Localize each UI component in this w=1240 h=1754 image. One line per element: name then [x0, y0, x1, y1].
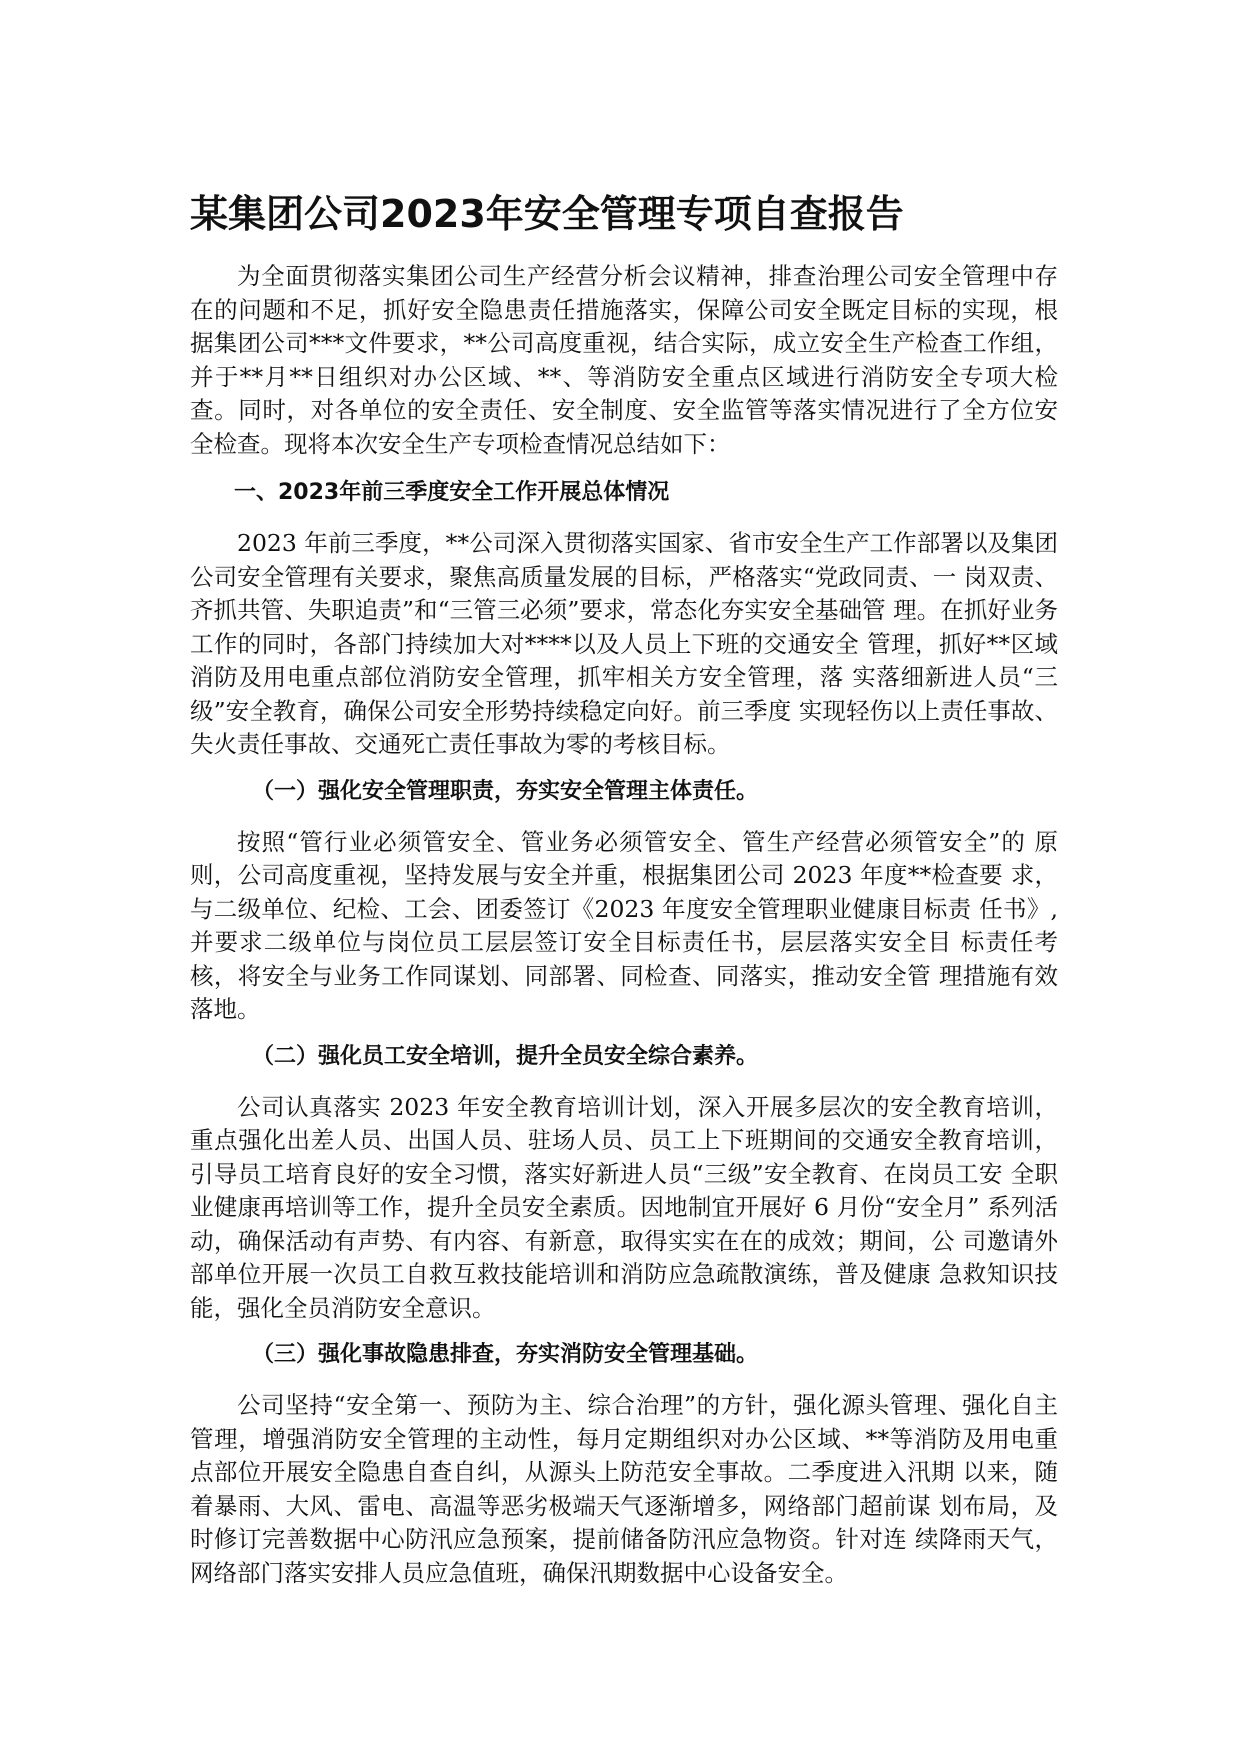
subsection-3-heading: （三）强化事故隐患排查，夯实消防安全管理基础。: [252, 1342, 759, 1367]
document-page: [190, 188, 1058, 1590]
subsection-2-paragraph: 公司认真落实 2023 年安全教育培训计划，深入开展多层次的安全教育培训， 重点强化出差人员、出国人员、驻场人员、员工上下班期间的交通安全教育培训， 引导员工培育良好的安全习惯，落实好新进人员“三级”安全教育、在岗员工安 全职业健康再培训等工作，提升全员安全素质。因地制宜开展好 6 月份“安全月” 系列活动，确保活动有声势、有内容、有新意，取得实实在在的成效；期间，公 司邀请外部单位开展一次员工自救互救技能培训和消防应急疏散演练，普及健康 急救知识技能，强化全员消防安全意识。: [190, 1092, 1058, 1322]
section-1-heading: 一、2023年前三季度安全工作开展总体情况: [234, 480, 670, 505]
subsection-2-heading: （二）强化员工安全培训，提升全员安全综合素养。: [252, 1043, 759, 1069]
intro-paragraph: 为全面贯彻落实集团公司生产经营分析会议精神，排查治理公司安全管理中存在的问题和不足，抓好安全隐患责任措施落实，保障公司安全既定目标的实现，根据集团公司***文件要求，**公司高度重视，结合实际，成立安全生产检查工作组，并于**月**日组织对办公区域、**、等消防安全重点区域进行消防安全专项大检查。同时，对各单位的安全责任、安全制度、安全监管等落实情况进行了全方位安全检查。现将本次安全生产专项检查情况总结如下：: [190, 262, 1058, 458]
subsection-1-heading: （一）强化安全管理职责，夯实安全管理主体责任。: [252, 778, 759, 804]
subsection-1-paragraph: 按照“管行业必须管安全、管业务必须管安全、管生产经营必须管安全”的 原则，公司高度重视，坚持发展与安全并重，根据集团公司 2023 年度**检查要 求，与二级单位、纪检、工会、团委签订《2023 年度安全管理职业健康目标责 任书》, 并要求二级单位与岗位员工层层签订安全目标责任书，层层落实安全目 标责任考核，将安全与业务工作同谋划、同部署、同检查、同落实，推动安全管 理措施有效落地。: [190, 827, 1058, 1023]
subsection-3-paragraph: 公司坚持“安全第一、预防为主、综合治理”的方针，强化源头管理、强化自主管理，增强消防安全管理的主动性，每月定期组织对办公区域、**等消防及用电重点部位开展安全隐患自查自纠，从源头上防范安全事故。二季度进入汛期 以来，随着暴雨、大风、雷电、高温等恶劣极端天气逐渐增多，网络部门超前谋 划布局，及时修订完善数据中心防汛应急预案，提前储备防汛应急物资。针对连 续降雨天气，网络部门落实安排人员应急值班，确保汛期数据中心设备安全。: [190, 1391, 1058, 1587]
document-title: 某集团公司2023年安全管理专项自查报告: [190, 192, 904, 236]
section-1-paragraph: 2023 年前三季度，**公司深入贯彻落实国家、省市安全生产工作部署以及集团公司安全管理有关要求，聚焦高质量发展的目标，严格落实“党政同责、一 岗双责、齐抓共管、失职追责”和“三管三必须”要求，常态化夯实安全基础管 理。在抓好业务工作的同时，各部门持续加大对****以及人员上下班的交通安全 管理，抓好**区域消防及用电重点部位消防安全管理，抓牢相关方安全管理，落 实落细新进人员“三级”安全教育，确保公司安全形势持续稳定向好。前三季度 实现轻伤以上责任事故、失火责任事故、交通死亡责任事故为零的考核目标。: [190, 529, 1058, 758]
